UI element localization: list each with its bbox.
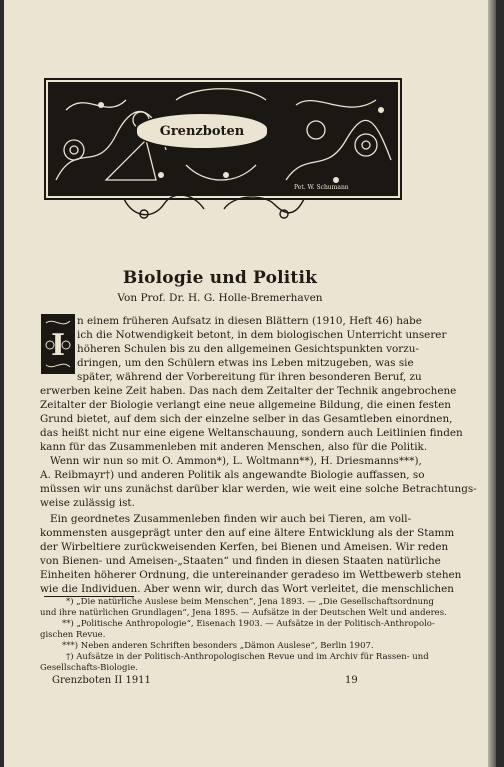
body-line: dringen, um den Schülern etwas ins Leben mitzugeben, was sie xyxy=(77,357,414,369)
body-line: kommensten ausgeprägt unter den auf eine ältere Entwicklung als der Stamm xyxy=(40,527,455,539)
footnote-line: ***) Neben anderen Schriften besonders „Dämon Auslese“, Berlin 1907. xyxy=(62,641,374,651)
body-line: n einem früheren Aufsatz in diesen Blättern (1910, Heft 46) habe xyxy=(77,315,422,327)
body-line: wie die Individuen. Aber wenn wir, durch das Wort verleitet, die menschlichen xyxy=(40,583,454,595)
article-title: Biologie und Politik xyxy=(122,268,318,288)
footnote-line: Gesellschafts-Biologie. xyxy=(40,663,138,673)
body-line: von Bienen- und Ameisen-„Staaten“ und finden in diesen Staaten natürliche xyxy=(40,555,441,567)
footnote-line: †) Aufsätze in der Politisch-Anthropologischen Revue und im Archiv für Rassen- und xyxy=(66,652,429,662)
footnote-line: gischen Revue. xyxy=(40,630,106,640)
body-line: müssen wir uns zunächst darüber klar werden, wie weit eine solche Betrachtungs- xyxy=(40,483,477,495)
body-line: ich die Notwendigkeit betont, in dem biologischen Unterricht unserer xyxy=(77,329,447,341)
footer-journal-issue: Grenzboten II 1911 xyxy=(52,675,151,686)
journal-page xyxy=(4,0,496,767)
body-line: das heißt nicht nur eine eigene Weltanschauung, sondern auch Leitlinien finden xyxy=(40,427,463,439)
drop-cap-ornament xyxy=(42,315,74,373)
drop-cap-letter: I xyxy=(50,328,66,363)
book-spine-shadow xyxy=(488,0,496,767)
body-line: Einheiten höherer Ordnung, die untereinander geradeso im Wettbewerb stehen xyxy=(40,569,462,581)
body-line: Ein geordnetes Zusammenleben finden wir auch bei Tieren, am voll- xyxy=(50,513,412,525)
body-line: höheren Schulen bis zu den allgemeinen Gesichtspunkten vorzu- xyxy=(77,343,419,355)
body-line: der Wirbeltiere zurückweisenden Kerfen, bei Bienen und Ameisen. Wir reden xyxy=(40,541,449,553)
article-byline: Von Prof. Dr. H. G. Holle-Bremerhaven xyxy=(117,292,323,304)
footnote-line: und ihre natürlichen Grundlagen“, Jena 1895. — Aufsätze in der Deutschen Welt und anderes. xyxy=(40,608,447,618)
footer-page-number: 19 xyxy=(345,675,358,686)
body-line: erwerben keine Zeit haben. Das nach dem Zeitalter der Technik angebrochene xyxy=(40,385,457,397)
body-line: weise zulässig ist. xyxy=(40,497,135,509)
body-line: Zeitalter der Biologie verlangt eine neue allgemeine Bildung, die einen festen xyxy=(40,399,451,411)
body-line: kann für das Zusammenleben mit anderen Menschen, also für die Politik. xyxy=(40,441,428,453)
drop-cap-initial xyxy=(41,314,75,374)
body-line: A. Reibmayr†) und anderen Politik als angewandte Biologie auffassen, so xyxy=(40,469,425,481)
footnote-line: *) „Die natürliche Auslese beim Menschen“, Jena 1893. — „Die Gesellschaftsordnung xyxy=(66,597,434,607)
masthead-title: Grenzboten xyxy=(159,123,245,139)
artist-signature: Pet. W. Schumann xyxy=(294,184,349,191)
banner-page-number: 17 xyxy=(214,186,228,199)
body-line: Wenn wir nun so mit O. Ammon*), L. Woltmann**), H. Driesmanns***), xyxy=(50,455,422,467)
masthead-cartouche xyxy=(135,112,269,150)
body-line: Grund bietet, auf dem sich der einzelne selber in das Gesamtleben einordnen, xyxy=(40,413,453,425)
footnote-line: **) „Politische Anthropologie“, Eisenach 1903. — Aufsätze in der Politisch-Anthropolo- xyxy=(62,619,435,629)
body-line: später, während der Vorbereitung für ihren besonderen Beruf, zu xyxy=(77,371,422,383)
